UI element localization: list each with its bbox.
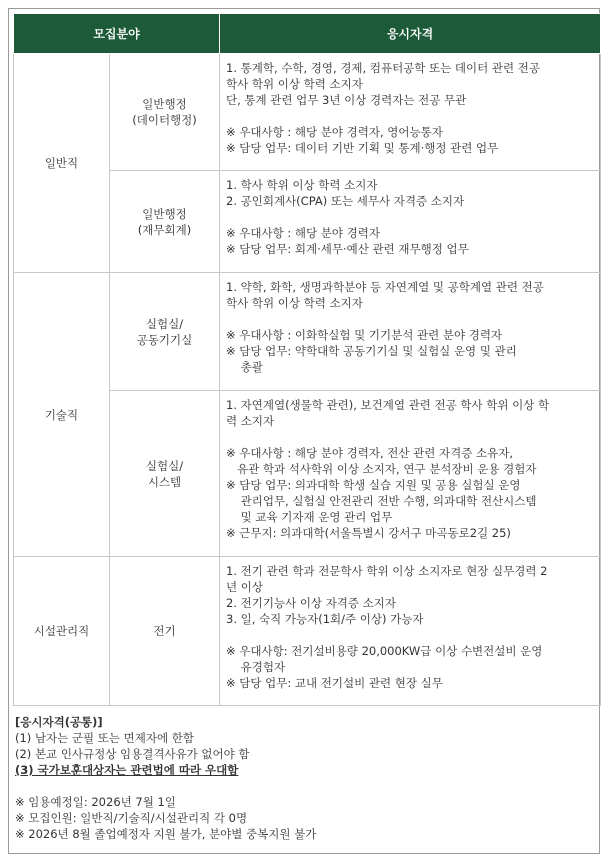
common-qualification-notes <box>15 714 595 842</box>
qualification-data-admin: 1. 통계학, 수학, 경영, 경제, 컴퓨터공학 또는 데이터 관련 전공 학사 학위 이상 학력 소지자 단, 통계 관련 업무 3년 이상 경력자는 전공 무관 ※ 우대사항 : 해당 분야 경력자, 영어능통자 ※ 담당 업무: 데이터 기반 기획 및 통계·행정 관련 업무 <box>220 54 601 171</box>
category-general: 일반직 <box>14 54 110 273</box>
subfield-electric: 전기 <box>110 557 220 706</box>
common-item-veterans: (3) 국가보훈대상자는 관련법에 따라 우대함 <box>15 763 239 777</box>
note-restriction: ※ 2026년 8월 졸업예정자 지원 불가, 분야별 중복지원 불가 <box>15 827 317 841</box>
subfield-data-admin: 일반행정 (데이터행정) <box>110 54 220 171</box>
qualification-electric: 1. 전기 관련 학과 전문학사 학위 이상 소지자로 현장 실무경력 2 년 이상 2. 전기기능사 이상 자격증 소지자 3. 일, 숙직 가능자(1회/주 이상) 가능자 ※ 우대사항: 전기설비용량 20,000KW급 이상 수변전설비 운영 유경험자 ※ 담당 업무: 교내 전기설비 관련 현장 실무 <box>220 557 601 706</box>
subfield-lab-system: 실험실/ 시스템 <box>110 391 220 557</box>
table-row <box>14 557 601 706</box>
qualification-lab-common: 1. 약학, 화학, 생명과학분야 등 자연계열 및 공학계열 관련 전공 학사 학위 이상 학력 소지자 ※ 우대사항 : 이화학실험 및 기기분석 관련 분야 경력자 ※ 담당 업무: 약학대학 공동기기실 및 실험실 운영 및 관리 총괄 <box>220 273 601 391</box>
header-qualification: 응시자격 <box>220 14 601 54</box>
common-title: [응시자격(공통)] <box>15 715 103 729</box>
subfield-lab-common: 실험실/ 공동기기실 <box>110 273 220 391</box>
common-item: (2) 본교 인사규정상 임용결격사유가 없어야 함 <box>15 747 250 761</box>
note-recruit-count: ※ 모집인원: 일반직/기술직/시설관리직 각 0명 <box>15 811 248 825</box>
qualification-lab-system: 1. 자연계열(생물학 관련), 보건계열 관련 전공 학사 학위 이상 학 력 소지자 ※ 우대사항 : 해당 분야 경력자, 전산 관련 자격증 소유자, 유관 학과 석사학위 이상 소지자, 연구 분석장비 운용 경험자 ※ 담당 업무: 의과대학 학생 실습 지원 및 공용 실험실 운영 관리업무, 실험실 안전관리 전반 수행, 의과대학 전산시스템 및 교육 기자재 운영 관리 업무 ※ 근무지: 의과대학(서울특별시 강서구 마곡동로2길 25) <box>220 391 601 557</box>
category-tech: 기술직 <box>14 273 110 557</box>
table-row <box>14 54 601 171</box>
table-header-row <box>14 14 601 54</box>
category-facility: 시설관리직 <box>14 557 110 706</box>
qualification-finance: 1. 학사 학위 이상 학력 소지자 2. 공인회계사(CPA) 또는 세무사 자격증 소지자 ※ 우대사항 : 해당 분야 경력자 ※ 담당 업무: 회계·세무·예산 관련 재무행정 업무 <box>220 171 601 273</box>
table-row <box>14 273 601 391</box>
note-appointment-date: ※ 임용예정일: 2026년 7월 1일 <box>15 795 176 809</box>
subfield-finance: 일반행정 (재무회계) <box>110 171 220 273</box>
common-item: (1) 남자는 군필 또는 면제자에 한함 <box>15 731 194 745</box>
qualification-table <box>13 13 601 706</box>
header-field: 모집분야 <box>14 14 220 54</box>
